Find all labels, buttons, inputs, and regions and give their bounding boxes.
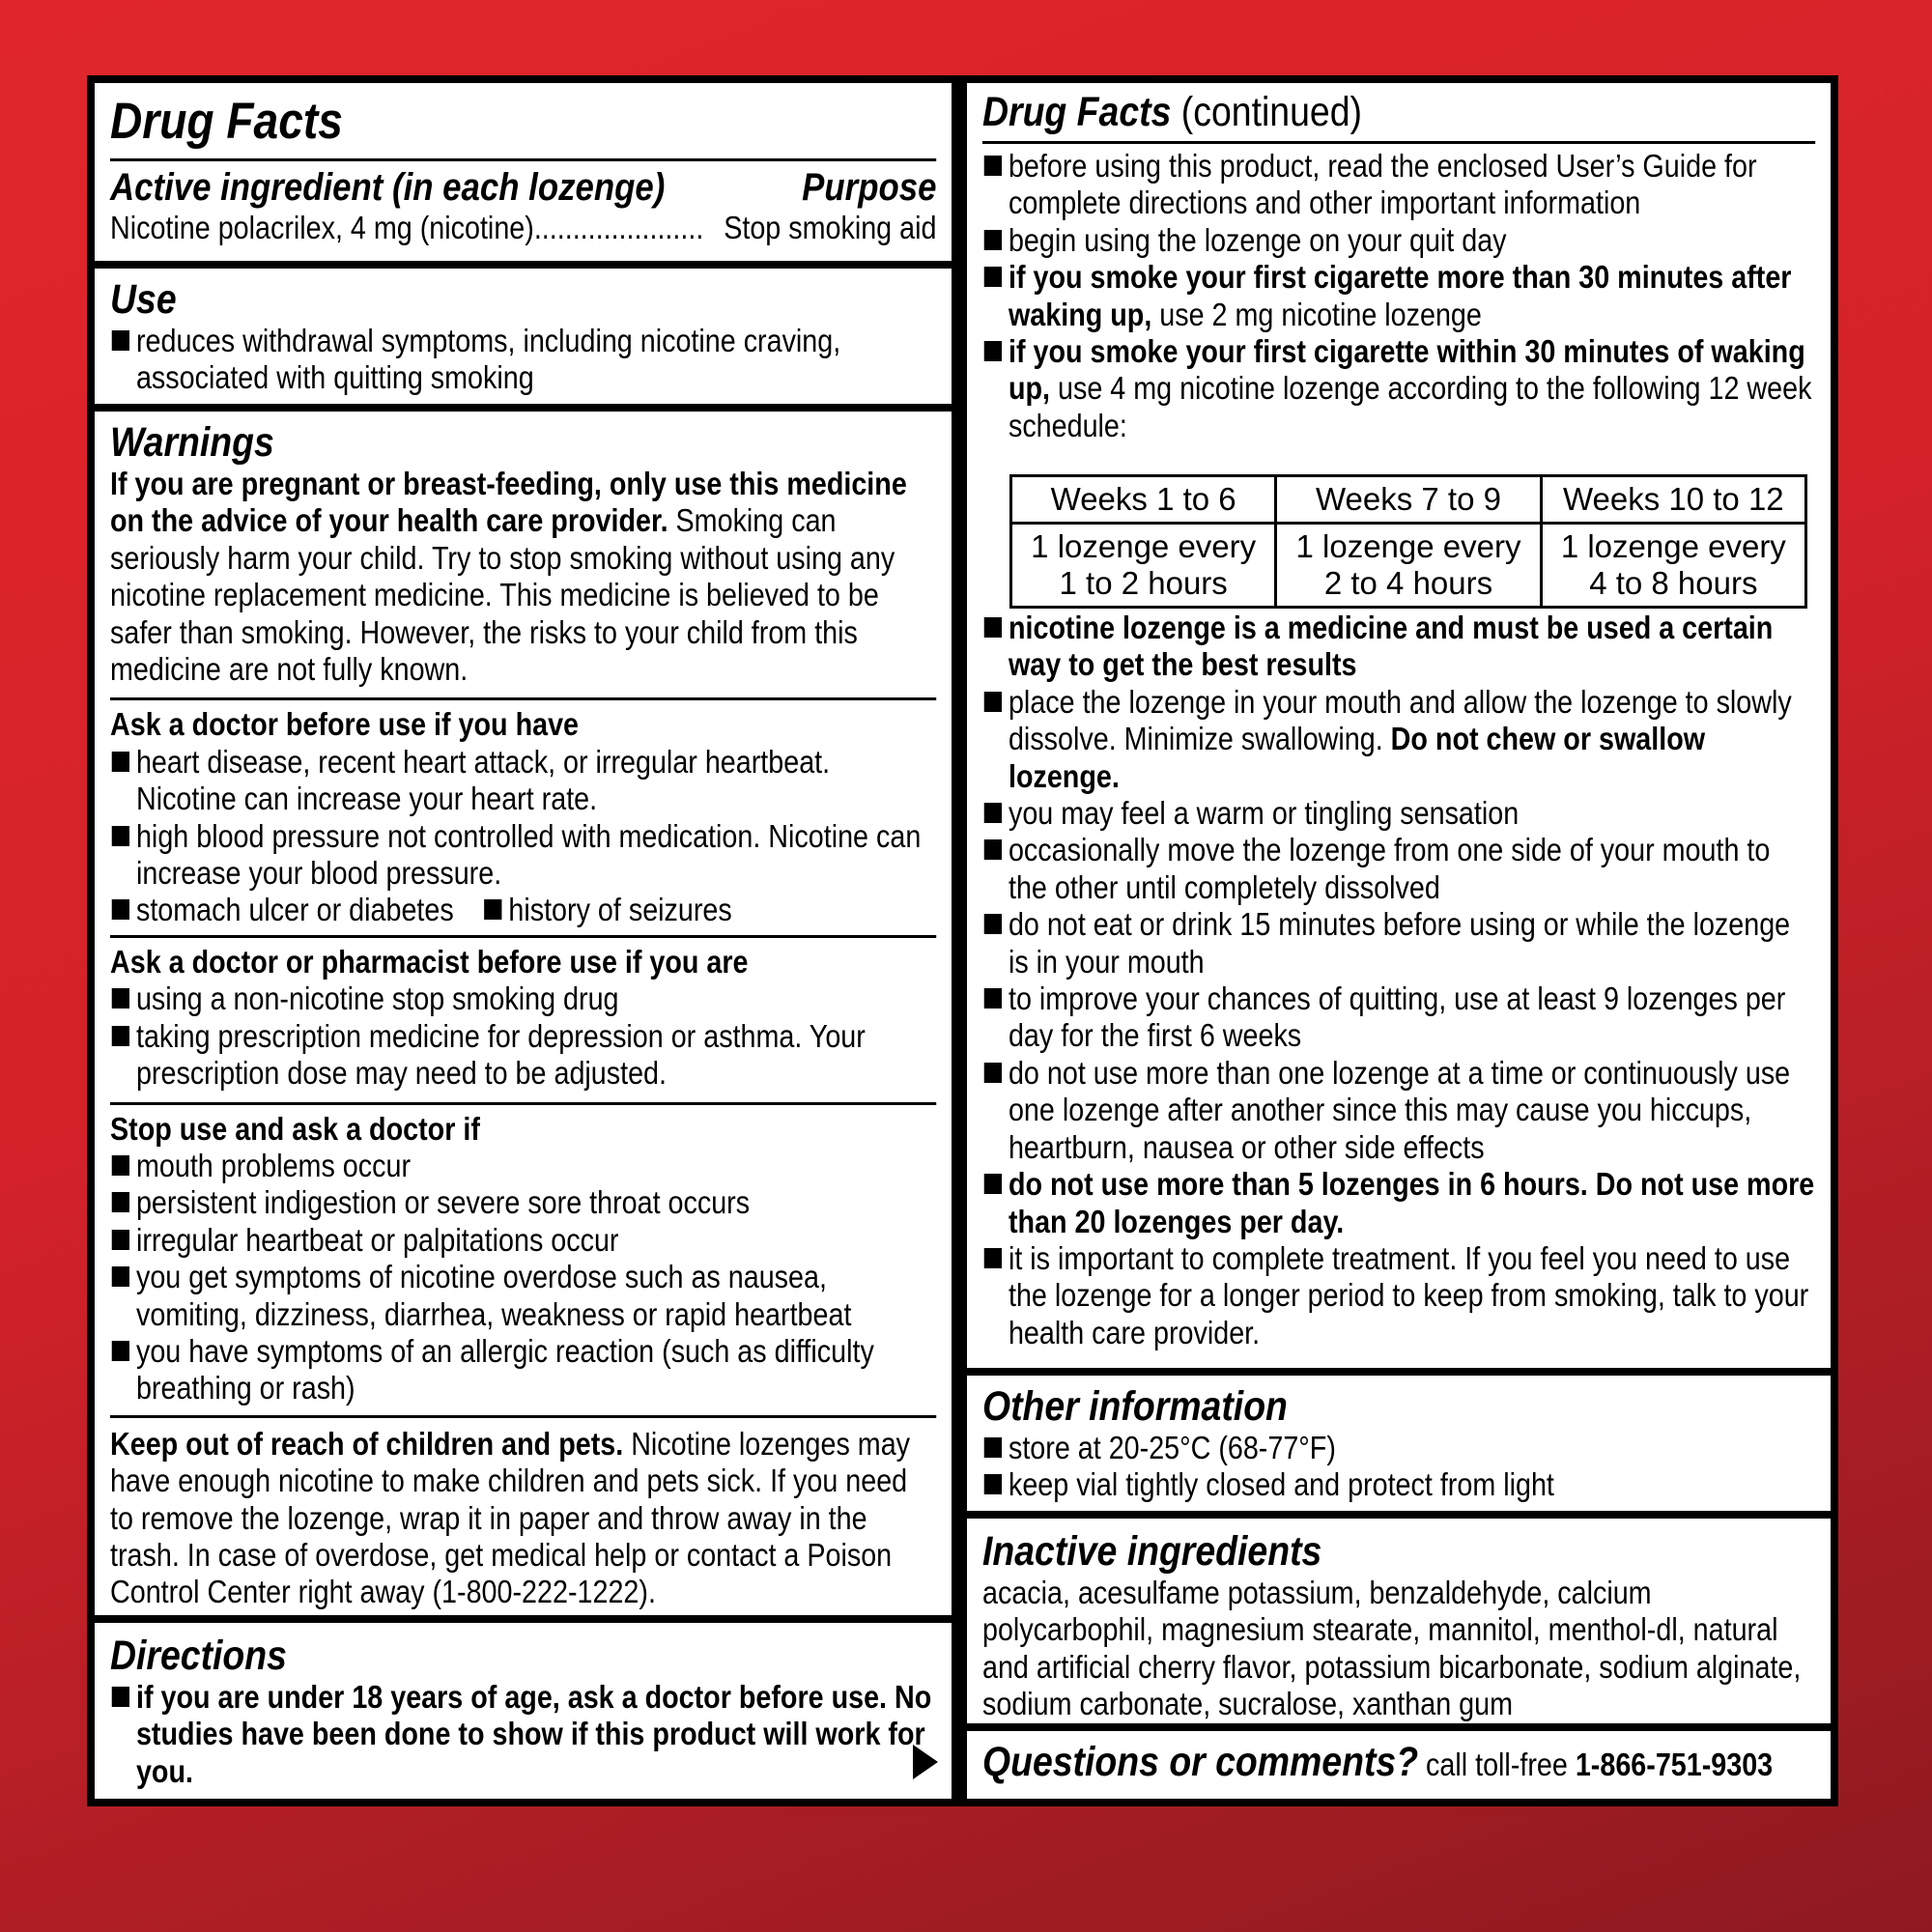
questions-box: [967, 1731, 1831, 1799]
bullet-icon: [112, 1155, 129, 1176]
list-item: you have symptoms of an allergic reaction (such as difficulty breathing or rash): [110, 1333, 936, 1407]
table-header: Weeks 7 to 9: [1276, 476, 1541, 524]
bullet-icon: [984, 267, 1002, 287]
bullet-icon: [984, 1063, 1002, 1083]
list-item: taking prescription medicine for depression or asthma. Your prescription dose may need to be adjusted.: [110, 1018, 936, 1093]
list-item: store at 20-25°C (68-77°F): [982, 1430, 1815, 1466]
purpose-value: Stop smoking aid: [724, 210, 937, 245]
left-column: [95, 83, 952, 1799]
list-item: begin using the lozenge on your quit day: [982, 222, 1815, 259]
questions-title: Questions or comments?: [982, 1739, 1419, 1785]
bullet-icon: [984, 839, 1002, 860]
bullet-icon: [112, 1230, 129, 1250]
table-cell: 1 lozenge every 2 to 4 hours: [1276, 524, 1541, 608]
inactive-ingredients-title: Inactive ingredients: [982, 1528, 1322, 1575]
list-item: do not eat or drink 15 minutes before using or while the lozenge is in your mouth: [982, 906, 1815, 980]
bullet-icon: [112, 1026, 129, 1046]
use-item-cont: associated with quitting smoking: [135, 359, 534, 396]
bullet-icon: [984, 692, 1002, 712]
continued-title: Drug Facts (continued): [982, 89, 1362, 135]
bullet-icon: [984, 156, 1002, 176]
list-item: occasionally move the lozenge from one side of your mouth to the other until completely dissolved: [982, 832, 1815, 906]
table-header: Weeks 10 to 12: [1541, 476, 1805, 524]
leader-dots: ......................: [533, 210, 704, 245]
list-item: stomach ulcer or diabetes: [110, 892, 482, 928]
other-information-title: Other information: [982, 1383, 1288, 1430]
inactive-ingredients-text: acacia, acesulfame potassium, benzaldehyde, calcium polycarbophil, magnesium stearate, mannitol, menthol-dl, natural and artificial cherry flavor, potassium bicarbonate, sodium alginate, sodium carbonate, sucralose, xanthan gum: [982, 1575, 1802, 1722]
list-item: place the lozenge in your mouth and allow the lozenge to slowly dissolve. Minimize swallowing. Do not chew or swallow lozenge.: [982, 684, 1815, 795]
list-item: irregular heartbeat or palpitations occur: [110, 1222, 936, 1259]
ingredient-name: Nicotine polacrilex, 4 mg (nicotine): [110, 210, 534, 245]
list-item: it is important to complete treatment. If you feel you need to use the lozenge for a longer period to keep from smoking, talk to your health care provider.: [982, 1240, 1815, 1351]
purpose-heading: Purpose: [802, 166, 937, 209]
list-item: to improve your chances of quitting, use at least 9 lozenges per day for the first 6 weeks: [982, 980, 1815, 1055]
use-title: Use: [110, 276, 177, 323]
list-item: mouth problems occur: [110, 1148, 936, 1184]
list-item: nicotine lozenge is a medicine and must be used a certain way to get the best results: [982, 610, 1815, 684]
table-header: Weeks 1 to 6: [1011, 476, 1276, 524]
bullet-icon: [984, 803, 1002, 823]
bullet-icon: [112, 899, 129, 920]
phone-number: 1-866-751-9303: [1575, 1747, 1774, 1782]
bullet-icon: [984, 1437, 1002, 1458]
list-item: if you are under 18 years of age, ask a doctor before use. No studies have been done to show if this product will work for you.: [110, 1679, 936, 1790]
drug-facts-label: [87, 75, 1838, 1806]
list-item: you may feel a warm or tingling sensation: [982, 795, 1815, 832]
pregnancy-warning: If you are pregnant or breast-feeding, only use this medicine on the advice of your health care provider. Smoking can seriously harm your child. Try to stop smoking without using any nicotine replacement medicine. This medicine is believed to be safer than smoking. However, the risks to your child from this medicine are not fully known.: [110, 466, 907, 688]
use-item: reduces withdrawal symptoms, including nicotine craving,: [135, 323, 841, 358]
bullet-icon: [984, 1474, 1002, 1494]
bullet-icon: [984, 1174, 1002, 1194]
ask-doctor-heading: Ask a doctor before use if you have: [110, 706, 580, 743]
use-box: [95, 269, 952, 404]
stop-use-heading: Stop use and ask a doctor if: [110, 1110, 480, 1147]
table-row: [1011, 476, 1806, 524]
bullet-icon: [112, 1192, 129, 1212]
questions-text: call toll-free: [1418, 1747, 1576, 1782]
bullet-icon: [112, 1687, 129, 1707]
keep-out-of-reach: Keep out of reach of children and pets. Nicotine lozenges may have enough nicotine to make children and pets sick. If you need to remove the lozenge, wrap it in paper and throw away in the trash. In case of overdose, get medical help or contact a Poison Control Center right away (1-800-222-1222).: [110, 1425, 911, 1610]
dosing-schedule-table: [1009, 474, 1807, 609]
list-item: using a non-nicotine stop smoking drug: [110, 980, 936, 1017]
bullet-icon: [984, 1248, 1002, 1268]
table-row: [1011, 524, 1806, 608]
directions-box: [95, 1623, 952, 1799]
bullet-icon: [484, 899, 501, 920]
list-item: keep vial tightly closed and protect from light: [982, 1466, 1815, 1503]
other-information-box: [967, 1376, 1831, 1511]
directions-title: Directions: [110, 1633, 287, 1679]
warnings-box: [95, 412, 952, 1615]
bullet-icon: [984, 914, 1002, 934]
bullet-icon: [984, 988, 1002, 1009]
dosing-schedule-table-wrap: [1009, 474, 1807, 609]
list-item: you get symptoms of nicotine overdose such as nausea, vomiting, dizziness, diarrhea, weakness or rapid heartbeat: [110, 1259, 936, 1333]
drug-facts-title: Drug Facts: [110, 93, 343, 150]
active-ingredient-heading: Active ingredient (in each lozenge): [110, 166, 666, 209]
list-item: persistent indigestion or severe sore throat occurs: [110, 1184, 936, 1221]
ask-pharmacist-heading: Ask a doctor or pharmacist before use if you are: [110, 943, 749, 980]
list-item: history of seizures: [482, 892, 731, 928]
list-item: heart disease, recent heart attack, or irregular heartbeat. Nicotine can increase your heart rate.: [110, 744, 936, 818]
warnings-title: Warnings: [110, 419, 274, 466]
directions-continued-box: [967, 83, 1831, 1368]
continue-arrow-icon: [913, 1745, 938, 1779]
bullet-icon: [984, 341, 1002, 361]
list-item: if you smoke your first cigarette within 30 minutes of waking up, use 4 mg nicotine lozenge according to the following 12 week schedule:: [982, 333, 1815, 444]
table-cell: 1 lozenge every 4 to 8 hours: [1541, 524, 1805, 608]
list-item: do not use more than one lozenge at a time or continuously use one lozenge after another since this may cause you hiccups, heartburn, nausea or other side effects: [982, 1055, 1815, 1166]
list-item: before using this product, read the enclosed User’s Guide for complete directions and other important information: [982, 148, 1815, 222]
right-column: [967, 83, 1831, 1799]
bullet-icon: [112, 826, 129, 846]
bullet-icon: [112, 988, 129, 1009]
active-ingredient-box: [95, 83, 952, 261]
bullet-icon: [112, 1266, 129, 1287]
inactive-ingredients-box: [967, 1519, 1831, 1723]
bullet-icon: [112, 752, 129, 772]
list-item: do not use more than 5 lozenges in 6 hours. Do not use more than 20 lozenges per day.: [982, 1166, 1815, 1240]
bullet-icon: [984, 617, 1002, 638]
list-item: if you smoke your first cigarette more than 30 minutes after waking up, use 2 mg nicotine lozenge: [982, 259, 1815, 333]
table-cell: 1 lozenge every 1 to 2 hours: [1011, 524, 1276, 608]
bullet-icon: [984, 230, 1002, 250]
bullet-icon: [112, 330, 129, 351]
list-item: high blood pressure not controlled with medication. Nicotine can increase your blood pressure.: [110, 818, 936, 893]
bullet-icon: [112, 1341, 129, 1361]
